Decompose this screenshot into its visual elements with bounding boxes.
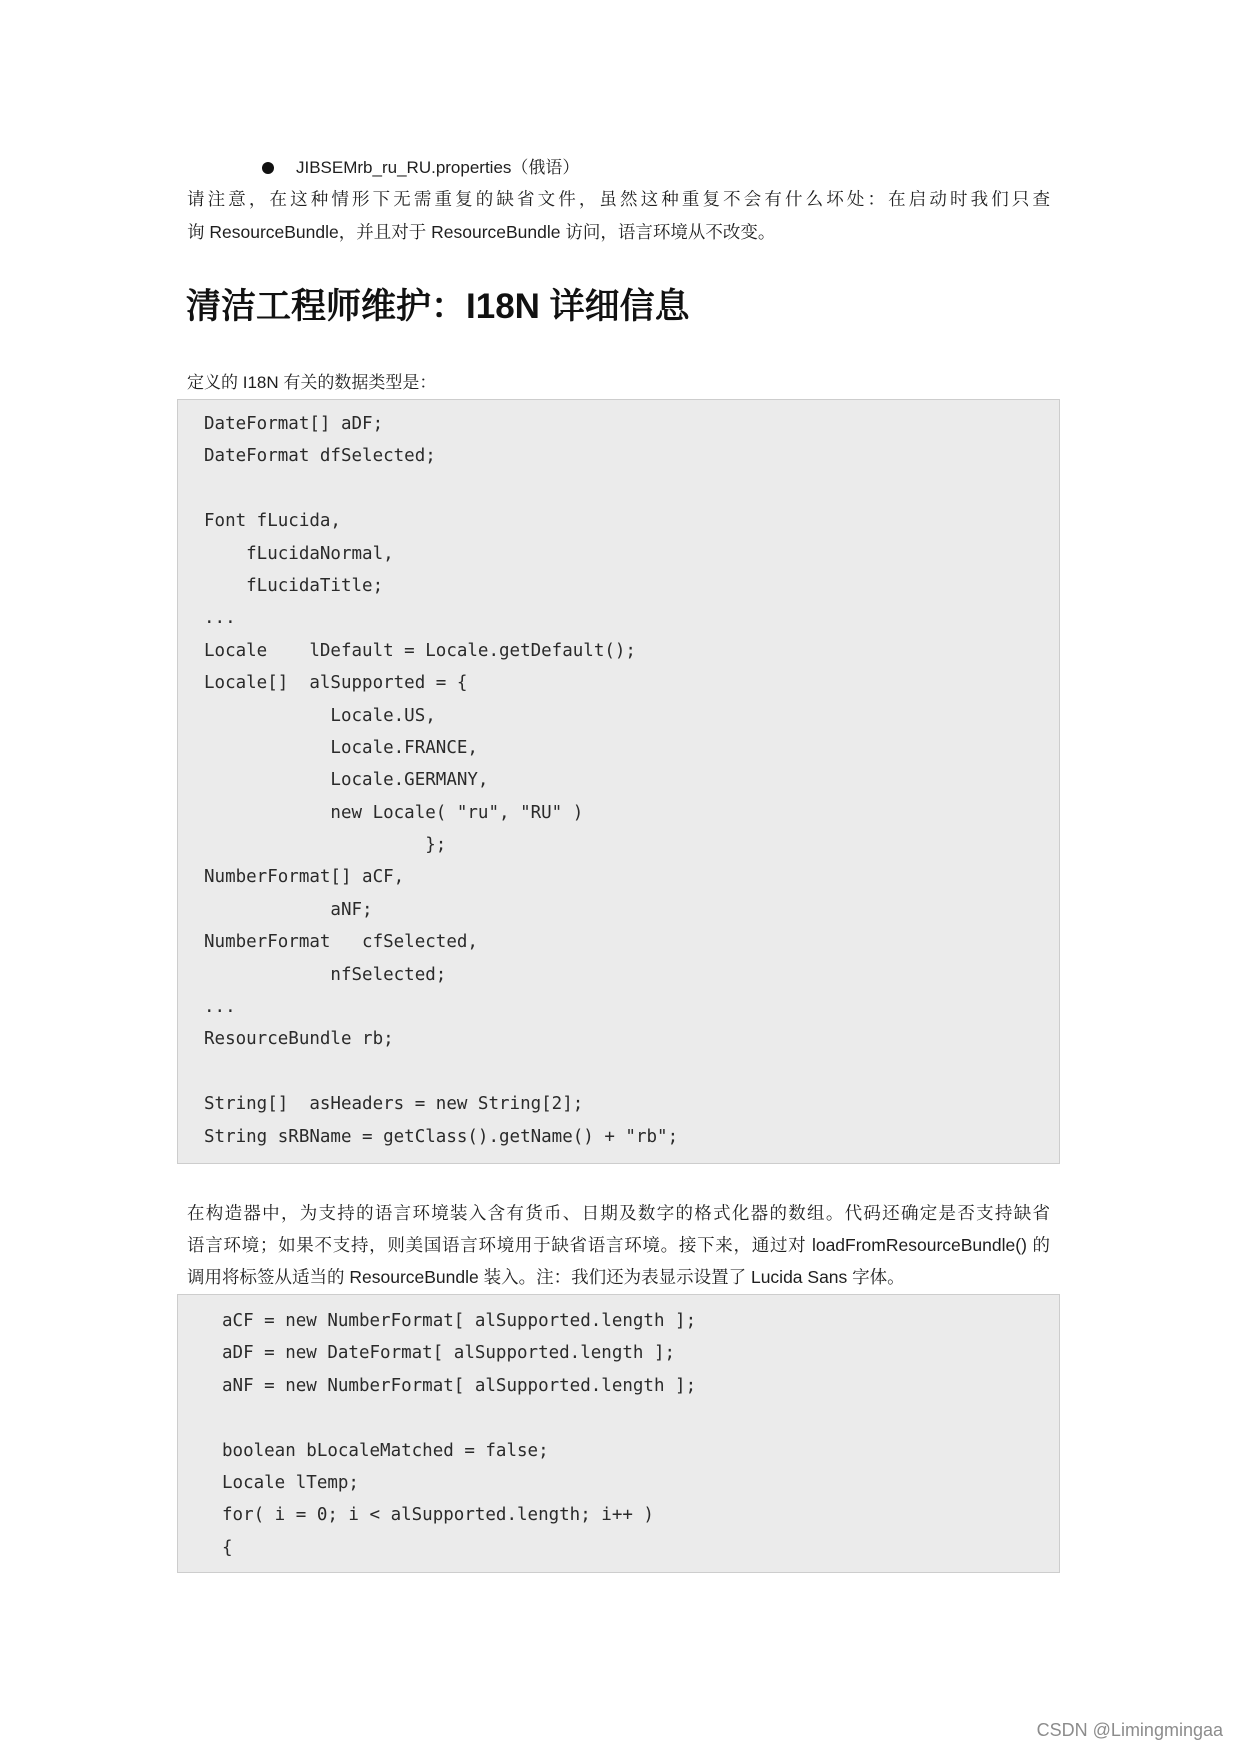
watermark: CSDN @Limingmingaa — [1036, 1720, 1223, 1740]
paragraph-line: 请注意，在这种情形下无需重复的缺省文件，虽然这种重复不会有什么坏处：在启动时我们只查 — [187, 189, 1050, 209]
code-line: Locale.US, — [204, 705, 436, 726]
code-line: Locale lTemp; — [222, 1472, 359, 1493]
bullet-icon — [262, 162, 274, 174]
paragraph-resource-bundle-note — [187, 183, 1050, 249]
paragraph-line: 调用将标签从适当的 ResourceBundle 装入。注：我们还为表显示设置了 Lucida Sans 字体。 — [187, 1267, 905, 1287]
intro-text: 定义的 I18N 有关的数据类型是： — [187, 373, 437, 392]
code-line: fLucidaTitle; — [204, 575, 384, 596]
code-line: aNF = new NumberFormat[ alSupported.length ]; — [222, 1375, 697, 1396]
code-line: ... — [204, 608, 236, 629]
code-line: NumberFormat[] aCF, — [204, 867, 405, 888]
paragraph-line: 在构造器中，为支持的语言环境装入含有货币、日期及数字的格式化器的数组。代码还确定是否支持缺省 — [187, 1203, 1050, 1223]
code-line: boolean bLocaleMatched = false; — [222, 1440, 549, 1461]
section-heading: 清洁工程师维护：I18N 详细信息 — [186, 287, 690, 326]
code-line: nfSelected; — [204, 964, 447, 985]
code-line: Locale[] alSupported = { — [204, 673, 468, 694]
code-line: { — [222, 1537, 233, 1558]
code-line: Locale.FRANCE, — [204, 737, 478, 758]
code-line: fLucidaNormal, — [204, 543, 394, 564]
code-line: Locale lDefault = Locale.getDefault(); — [204, 640, 636, 661]
code-line — [222, 1402, 1059, 1434]
code-line: DateFormat[] aDF; — [204, 414, 384, 434]
code-line: ... — [204, 997, 236, 1018]
paragraph-line: 询 ResourceBundle，并且对于 ResourceBundle 访问，语言环境从不改变。 — [187, 222, 776, 242]
code-line: aNF; — [204, 899, 373, 920]
code-block-declarations — [177, 399, 1060, 1164]
code-line: Font fLucida, — [204, 511, 341, 532]
code-line: DateFormat dfSelected; — [204, 446, 436, 467]
code-line: aCF = new NumberFormat[ alSupported.length ]; — [222, 1311, 697, 1331]
code-line: Locale.GERMANY, — [204, 770, 489, 791]
code-line: NumberFormat cfSelected, — [204, 932, 478, 953]
code-line: new Locale( "ru", "RU" ) — [204, 802, 584, 823]
paragraph-line: 语言环境；如果不支持，则美国语言环境用于缺省语言环境。接下来，通过对 loadFromResourceBundle() 的 — [187, 1235, 1050, 1255]
code-line: String sRBName = getClass().getName() + "rb"; — [204, 1126, 679, 1147]
code-block-constructor — [177, 1294, 1060, 1573]
code-line: ResourceBundle rb; — [204, 1029, 394, 1050]
code-line — [204, 1056, 1059, 1088]
paragraph-constructor-description — [187, 1197, 1050, 1293]
code-line — [204, 473, 1059, 505]
code-line: aDF = new DateFormat[ alSupported.length ]; — [222, 1343, 676, 1364]
code-line: String[] asHeaders = new String[2]; — [204, 1094, 584, 1115]
code-line: }; — [204, 835, 447, 856]
code-line: for( i = 0; i < alSupported.length; i++ ) — [222, 1505, 654, 1526]
bullet-item-text: JIBSEMrb_ru_RU.properties（俄语） — [296, 158, 580, 177]
